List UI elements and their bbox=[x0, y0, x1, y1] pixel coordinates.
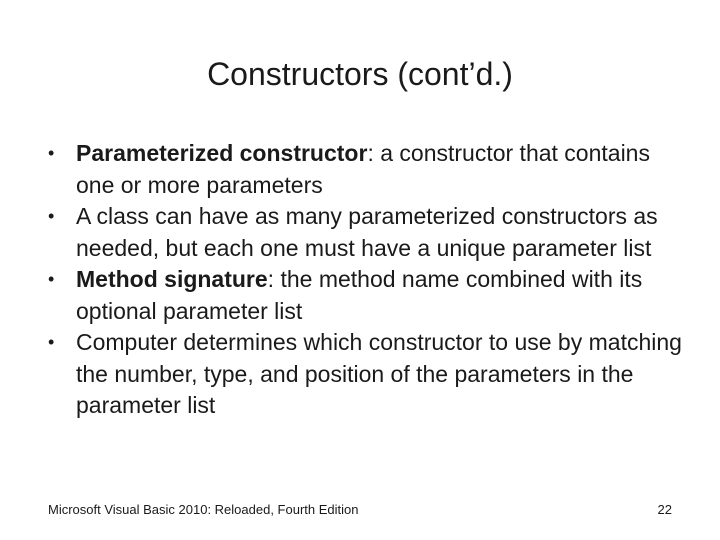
bullet-item-constructor-selection bbox=[48, 327, 688, 422]
bullet-marker: • bbox=[48, 332, 55, 352]
bullet-marker: • bbox=[48, 143, 55, 163]
bullet-text: A class can have as many parameterized constructors as needed, but each one must have a unique parameter list bbox=[76, 203, 658, 261]
bullet-item-method-signature bbox=[48, 264, 688, 327]
page-number: 22 bbox=[657, 502, 672, 517]
bullet-text: : the method name combined with its optional parameter list bbox=[76, 266, 643, 324]
bullet-marker: • bbox=[48, 269, 55, 289]
footer-source: Microsoft Visual Basic 2010: Reloaded, Fourth Edition bbox=[48, 502, 359, 517]
bullet-item-class-constructors bbox=[48, 201, 688, 264]
bullet-item-parameterized-constructor bbox=[48, 138, 688, 201]
bullet-text: Computer determines which constructor to use by matching the number, type, and position of the parameters in the parameter list bbox=[76, 329, 682, 418]
slide-title: Constructors (cont’d.) bbox=[207, 56, 513, 92]
bullet-term: Method signature bbox=[76, 266, 268, 292]
bullet-marker: • bbox=[48, 206, 55, 226]
bullet-list bbox=[48, 138, 688, 422]
bullet-text: : a constructor that contains one or more parameters bbox=[76, 140, 650, 198]
bullet-term: Parameterized constructor bbox=[76, 140, 368, 166]
